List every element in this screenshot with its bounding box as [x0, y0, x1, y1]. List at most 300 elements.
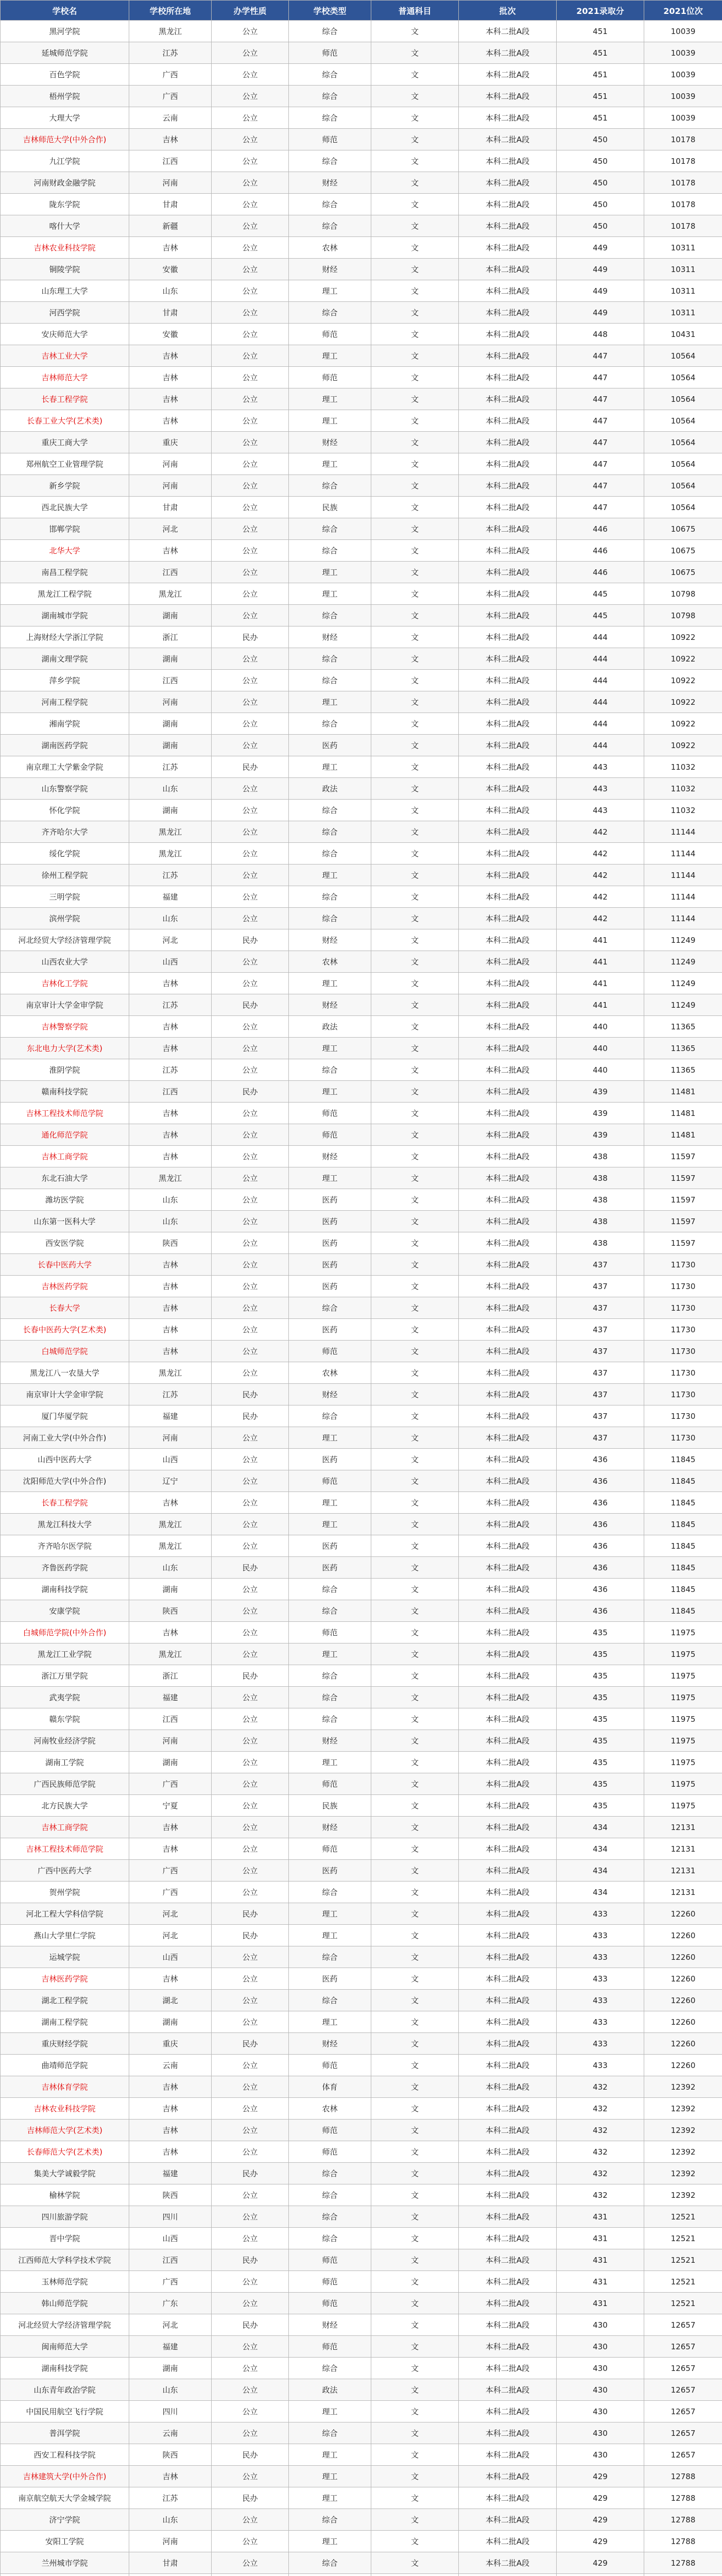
cell-batch: 本科二批A段: [459, 280, 557, 302]
cell-location: 河南: [129, 172, 212, 194]
cell-subject: 文: [371, 237, 459, 259]
cell-ownership: 公立: [212, 1232, 289, 1254]
table-row: [1, 172, 722, 194]
cell-rank: 10564: [644, 497, 722, 518]
cell-location: 吉林: [129, 410, 212, 432]
cell-location: 四川: [129, 2206, 212, 2228]
cell-subject: 文: [371, 1557, 459, 1579]
cell-location: 山东: [129, 908, 212, 929]
cell-school-name: 晋中学院: [1, 2228, 129, 2249]
cell-ownership: 公立: [212, 2076, 289, 2098]
cell-rank: 12260: [644, 1903, 722, 1925]
cell-score: 435: [557, 1622, 644, 1643]
cell-batch: 本科二批A段: [459, 2076, 557, 2098]
cell-batch: 本科二批A段: [459, 1297, 557, 1319]
cell-school-type: 师范: [289, 2120, 371, 2141]
cell-ownership: 公立: [212, 475, 289, 497]
cell-location: 吉林: [129, 2141, 212, 2163]
table-row: [1, 1232, 722, 1254]
cell-batch: 本科二批A段: [459, 2509, 557, 2531]
cell-school-type: 农林: [289, 951, 371, 973]
cell-batch: 本科二批A段: [459, 583, 557, 605]
cell-subject: 文: [371, 1882, 459, 1903]
table-row: [1, 2531, 722, 2552]
cell-school-type: 理工: [289, 583, 371, 605]
cell-subject: 文: [371, 2336, 459, 2358]
cell-school-name: 厦门华厦学院: [1, 1405, 129, 1427]
cell-score: 430: [557, 2336, 644, 2358]
cell-school-name: 吉林农业科技学院: [1, 237, 129, 259]
cell-ownership: 公立: [212, 1319, 289, 1341]
cell-location: 山东: [129, 1557, 212, 1579]
cell-batch: 本科二批A段: [459, 821, 557, 843]
cell-score: 439: [557, 1081, 644, 1103]
cell-location: 江西: [129, 1081, 212, 1103]
cell-school-type: 综合: [289, 821, 371, 843]
cell-score: 429: [557, 2466, 644, 2487]
cell-score: 437: [557, 1254, 644, 1276]
cell-location: 湖南: [129, 1579, 212, 1600]
cell-rank: 10675: [644, 518, 722, 540]
table-row: [1, 2487, 722, 2509]
cell-score: 444: [557, 691, 644, 713]
cell-school-type: 农林: [289, 1362, 371, 1384]
cell-rank: 11365: [644, 1059, 722, 1081]
cell-school-type: 理工: [289, 1081, 371, 1103]
cell-ownership: 公立: [212, 973, 289, 994]
cell-school-name: 重庆工商大学: [1, 432, 129, 453]
cell-ownership: 民办: [212, 2487, 289, 2509]
table-row: [1, 648, 722, 670]
cell-subject: 文: [371, 1708, 459, 1730]
cell-school-name: 安阳工学院: [1, 2531, 129, 2552]
cell-school-type: 综合: [289, 2358, 371, 2379]
cell-rank: 11481: [644, 1124, 722, 1146]
cell-rank: 12392: [644, 2163, 722, 2184]
cell-rank: 10039: [644, 64, 722, 86]
cell-rank: 11730: [644, 1254, 722, 1276]
cell-ownership: 公立: [212, 1470, 289, 1492]
cell-subject: 文: [371, 2076, 459, 2098]
cell-location: 福建: [129, 2163, 212, 2184]
cell-ownership: 公立: [212, 843, 289, 865]
cell-location: 黑龙江: [129, 21, 212, 42]
table-row: [1, 1276, 722, 1297]
cell-subject: 文: [371, 2293, 459, 2314]
cell-location: 广西: [129, 1773, 212, 1795]
cell-school-type: 理工: [289, 2487, 371, 2509]
cell-score: 437: [557, 1297, 644, 1319]
table-row: [1, 2184, 722, 2206]
table-row: [1, 994, 722, 1016]
cell-ownership: 公立: [212, 1752, 289, 1773]
cell-school-type: 综合: [289, 1665, 371, 1687]
cell-school-name: 吉林体育学院: [1, 2076, 129, 2098]
table-row: [1, 475, 722, 497]
cell-location: 四川: [129, 2401, 212, 2422]
cell-rank: 10564: [644, 432, 722, 453]
cell-school-name: 山东理工大学: [1, 280, 129, 302]
cell-ownership: 公立: [212, 1297, 289, 1319]
cell-score: 438: [557, 1167, 644, 1189]
cell-school-name: 济宁学院: [1, 2509, 129, 2531]
cell-subject: 文: [371, 1838, 459, 1860]
cell-school-type: 医药: [289, 1254, 371, 1276]
cell-school-type: 财经: [289, 626, 371, 648]
cell-subject: 文: [371, 259, 459, 280]
cell-score: 443: [557, 800, 644, 821]
cell-school-name: 吉林师范大学(中外合作): [1, 129, 129, 150]
cell-rank: 11032: [644, 800, 722, 821]
cell-school-type: 师范: [289, 367, 371, 388]
cell-school-name: 铜陵学院: [1, 259, 129, 280]
cell-score: 449: [557, 280, 644, 302]
cell-ownership: 公立: [212, 2098, 289, 2120]
cell-score: 447: [557, 388, 644, 410]
cell-score: 432: [557, 2076, 644, 2098]
cell-school-name: 梧州学院: [1, 86, 129, 107]
cell-school-type: 师范: [289, 1622, 371, 1643]
cell-subject: 文: [371, 475, 459, 497]
table-row: [1, 1146, 722, 1167]
cell-subject: 文: [371, 194, 459, 215]
cell-location: 湖南: [129, 735, 212, 756]
cell-location: 吉林: [129, 1817, 212, 1838]
cell-location: 河北: [129, 929, 212, 951]
cell-rank: 11845: [644, 1449, 722, 1470]
cell-batch: 本科二批A段: [459, 129, 557, 150]
cell-location: 吉林: [129, 1124, 212, 1146]
table-row: [1, 2163, 722, 2184]
cell-location: 吉林: [129, 1492, 212, 1514]
cell-ownership: 公立: [212, 1817, 289, 1838]
cell-batch: 本科二批A段: [459, 497, 557, 518]
cell-score: 432: [557, 2184, 644, 2206]
cell-score: 432: [557, 2098, 644, 2120]
cell-rank: 11597: [644, 1189, 722, 1211]
cell-subject: 文: [371, 994, 459, 1016]
cell-ownership: 民办: [212, 2444, 289, 2466]
cell-subject: 文: [371, 302, 459, 324]
cell-school-name: 怀化学院: [1, 800, 129, 821]
cell-school-name: 滨州学院: [1, 908, 129, 929]
cell-rank: 11845: [644, 1514, 722, 1535]
cell-ownership: 公立: [212, 735, 289, 756]
cell-subject: 文: [371, 1038, 459, 1059]
cell-batch: 本科二批A段: [459, 1384, 557, 1405]
cell-score: 446: [557, 562, 644, 583]
table-row: [1, 1319, 722, 1341]
cell-score: 435: [557, 1643, 644, 1665]
cell-location: 吉林: [129, 237, 212, 259]
cell-score: 447: [557, 410, 644, 432]
cell-rank: 11365: [644, 1038, 722, 1059]
cell-school-type: 综合: [289, 1579, 371, 1600]
cell-rank: 12131: [644, 1860, 722, 1882]
cell-school-name: 河西学院: [1, 302, 129, 324]
table-row: [1, 973, 722, 994]
cell-location: 新疆: [129, 215, 212, 237]
cell-ownership: 公立: [212, 21, 289, 42]
cell-subject: 文: [371, 1665, 459, 1687]
cell-ownership: 公立: [212, 648, 289, 670]
cell-score: 450: [557, 150, 644, 172]
cell-location: 吉林: [129, 1146, 212, 1167]
cell-score: 435: [557, 1665, 644, 1687]
cell-ownership: 公立: [212, 2531, 289, 2552]
cell-school-type: 医药: [289, 1232, 371, 1254]
cell-ownership: 民办: [212, 1405, 289, 1427]
cell-school-type: 财经: [289, 929, 371, 951]
cell-batch: 本科二批A段: [459, 1557, 557, 1579]
cell-subject: 文: [371, 2314, 459, 2336]
cell-school-name: 湘南学院: [1, 713, 129, 735]
cell-score: 436: [557, 1470, 644, 1492]
cell-batch: 本科二批A段: [459, 259, 557, 280]
cell-rank: 12788: [644, 2531, 722, 2552]
table-row: [1, 865, 722, 886]
cell-school-type: 理工: [289, 562, 371, 583]
cell-school-name: 中国民用航空飞行学院: [1, 2401, 129, 2422]
cell-school-name: 曲靖师范学院: [1, 2055, 129, 2076]
cell-score: 443: [557, 778, 644, 800]
table-row: [1, 756, 722, 778]
cell-school-name: 南京审计大学金审学院: [1, 1384, 129, 1405]
table-row: [1, 821, 722, 843]
cell-location: 广东: [129, 2293, 212, 2314]
cell-batch: 本科二批A段: [459, 886, 557, 908]
cell-rank: 11365: [644, 1016, 722, 1038]
cell-batch: 本科二批A段: [459, 1211, 557, 1232]
cell-rank: 11249: [644, 929, 722, 951]
cell-subject: 文: [371, 215, 459, 237]
cell-school-type: 农林: [289, 2098, 371, 2120]
cell-ownership: 公立: [212, 259, 289, 280]
cell-score: 449: [557, 237, 644, 259]
cell-subject: 文: [371, 2466, 459, 2487]
cell-score: 438: [557, 1232, 644, 1254]
table-row: [1, 605, 722, 626]
cell-subject: 文: [371, 2444, 459, 2466]
cell-location: 甘肃: [129, 2552, 212, 2574]
cell-location: 江西: [129, 1708, 212, 1730]
cell-ownership: 公立: [212, 194, 289, 215]
cell-rank: 10922: [644, 670, 722, 691]
cell-batch: 本科二批A段: [459, 453, 557, 475]
cell-score: 434: [557, 1860, 644, 1882]
table-row: [1, 1643, 722, 1665]
cell-batch: 本科二批A段: [459, 1038, 557, 1059]
table-row: [1, 2033, 722, 2055]
cell-rank: 11845: [644, 1535, 722, 1557]
cell-school-name: 齐齐哈尔医学院: [1, 1535, 129, 1557]
cell-rank: 10039: [644, 107, 722, 129]
cell-subject: 文: [371, 2033, 459, 2055]
cell-ownership: 公立: [212, 1622, 289, 1643]
cell-location: 江苏: [129, 1059, 212, 1081]
cell-batch: 本科二批A段: [459, 518, 557, 540]
cell-rank: 11730: [644, 1319, 722, 1341]
cell-ownership: 公立: [212, 1990, 289, 2011]
cell-batch: 本科二批A段: [459, 2141, 557, 2163]
cell-ownership: 公立: [212, 129, 289, 150]
cell-location: 湖南: [129, 2011, 212, 2033]
cell-batch: 本科二批A段: [459, 1103, 557, 1124]
cell-location: 湖南: [129, 648, 212, 670]
cell-subject: 文: [371, 670, 459, 691]
cell-rank: 10311: [644, 237, 722, 259]
cell-school-type: 综合: [289, 150, 371, 172]
cell-school-name: 新乡学院: [1, 475, 129, 497]
table-row: [1, 2444, 722, 2466]
cell-school-name: 西安工程科技学院: [1, 2444, 129, 2466]
cell-location: 吉林: [129, 973, 212, 994]
cell-batch: 本科二批A段: [459, 1860, 557, 1882]
cell-rank: 11730: [644, 1341, 722, 1362]
cell-rank: 10798: [644, 605, 722, 626]
cell-rank: 10311: [644, 280, 722, 302]
cell-location: 吉林: [129, 2098, 212, 2120]
cell-location: 广西: [129, 1860, 212, 1882]
table-row: [1, 2509, 722, 2531]
cell-ownership: 公立: [212, 1687, 289, 1708]
cell-school-name: 东北石油大学: [1, 1167, 129, 1189]
cell-school-type: 综合: [289, 86, 371, 107]
cell-location: 吉林: [129, 388, 212, 410]
table-row: [1, 215, 722, 237]
cell-subject: 文: [371, 280, 459, 302]
cell-subject: 文: [371, 324, 459, 345]
cell-school-name: 百色学院: [1, 64, 129, 86]
cell-rank: 12788: [644, 2487, 722, 2509]
cell-rank: 11730: [644, 1427, 722, 1449]
cell-school-type: 综合: [289, 713, 371, 735]
cell-batch: 本科二批A段: [459, 2120, 557, 2141]
cell-subject: 文: [371, 865, 459, 886]
cell-school-name: 吉林工程技术师范学院: [1, 1838, 129, 1860]
cell-school-name: 兰州城市学院: [1, 2552, 129, 2574]
cell-school-name: 吉林建筑大学(中外合作): [1, 2466, 129, 2487]
cell-school-type: [289, 2574, 371, 2576]
cell-batch: 本科二批A段: [459, 2422, 557, 2444]
cell-batch: 本科二批A段: [459, 1059, 557, 1081]
cell-score: 435: [557, 1773, 644, 1795]
cell-school-name: 齐鲁医药学院: [1, 1557, 129, 1579]
cell-location: 湖南: [129, 605, 212, 626]
cell-ownership: 公立: [212, 1730, 289, 1752]
cell-score: 437: [557, 1384, 644, 1405]
table-row: [1, 800, 722, 821]
cell-rank: 10039: [644, 21, 722, 42]
cell-location: 湖南: [129, 2358, 212, 2379]
table-row: [1, 1622, 722, 1643]
cell-school-name: 黑龙江科技大学: [1, 1514, 129, 1535]
cell-score: 442: [557, 908, 644, 929]
header-location: 学校所在地: [129, 1, 212, 21]
cell-location: 广西: [129, 1882, 212, 1903]
cell-location: 湖北: [129, 1990, 212, 2011]
cell-batch: 本科二批A段: [459, 2336, 557, 2358]
table-row: [1, 453, 722, 475]
cell-batch: 本科二批A段: [459, 2444, 557, 2466]
cell-school-type: 综合: [289, 518, 371, 540]
cell-rank: 12521: [644, 2228, 722, 2249]
cell-score: 431: [557, 2228, 644, 2249]
cell-location: [129, 2574, 212, 2576]
cell-batch: 本科二批A段: [459, 2466, 557, 2487]
cell-rank: 10798: [644, 583, 722, 605]
cell-school-name: 黑龙江工程学院: [1, 583, 129, 605]
cell-school-type: 医药: [289, 1449, 371, 1470]
cell-rank: 11249: [644, 973, 722, 994]
cell-batch: 本科二批A段: [459, 172, 557, 194]
cell-school-type: 理工: [289, 410, 371, 432]
cell-location: 河南: [129, 691, 212, 713]
cell-batch: 本科二批A段: [459, 2098, 557, 2120]
cell-subject: 文: [371, 2249, 459, 2271]
cell-school-name: 黑龙江八一农垦大学: [1, 1362, 129, 1384]
cell-score: 442: [557, 821, 644, 843]
cell-batch: 本科二批A段: [459, 345, 557, 367]
cell-ownership: 公立: [212, 410, 289, 432]
cell-rank: 12788: [644, 2466, 722, 2487]
cell-rank: 11975: [644, 1687, 722, 1708]
cell-subject: 文: [371, 583, 459, 605]
cell-subject: 文: [371, 1297, 459, 1319]
cell-batch: 本科二批A段: [459, 1535, 557, 1557]
cell-ownership: 公立: [212, 1946, 289, 1968]
cell-subject: 文: [371, 410, 459, 432]
cell-ownership: 公立: [212, 367, 289, 388]
cell-rank: 10311: [644, 302, 722, 324]
cell-school-type: 民族: [289, 1795, 371, 1817]
cell-location: 广西: [129, 2271, 212, 2293]
cell-school-type: 政法: [289, 2379, 371, 2401]
cell-batch: 本科二批A段: [459, 929, 557, 951]
cell-batch: 本科二批A段: [459, 1492, 557, 1514]
cell-school-type: 综合: [289, 2422, 371, 2444]
cell-subject: 文: [371, 1622, 459, 1643]
cell-location: 云南: [129, 2422, 212, 2444]
cell-school-type: 综合: [289, 1059, 371, 1081]
cell-location: 江西: [129, 150, 212, 172]
cell-score: 448: [557, 324, 644, 345]
cell-subject: 文: [371, 86, 459, 107]
cell-school-name: 吉林师范大学(艺术类): [1, 2120, 129, 2141]
cell-school-type: 理工: [289, 1925, 371, 1946]
cell-batch: 本科二批A段: [459, 2271, 557, 2293]
cell-batch: 本科二批A段: [459, 1124, 557, 1146]
cell-school-name: 上海财经大学浙江学院: [1, 626, 129, 648]
cell-school-type: 理工: [289, 1643, 371, 1665]
cell-ownership: 公立: [212, 172, 289, 194]
cell-score: 445: [557, 583, 644, 605]
table-row: [1, 2574, 722, 2576]
cell-school-name: 北华大学: [1, 540, 129, 562]
cell-rank: 11975: [644, 1752, 722, 1773]
cell-school-type: 综合: [289, 107, 371, 129]
cell-rank: 12788: [644, 2509, 722, 2531]
cell-score: 431: [557, 2271, 644, 2293]
cell-batch: 本科二批A段: [459, 1232, 557, 1254]
cell-batch: 本科二批A段: [459, 410, 557, 432]
cell-location: 吉林: [129, 1038, 212, 1059]
cell-subject: 文: [371, 843, 459, 865]
cell-rank: 11597: [644, 1232, 722, 1254]
cell-batch: 本科二批A段: [459, 1470, 557, 1492]
cell-school-type: 理工: [289, 1492, 371, 1514]
cell-rank: 11845: [644, 1579, 722, 1600]
